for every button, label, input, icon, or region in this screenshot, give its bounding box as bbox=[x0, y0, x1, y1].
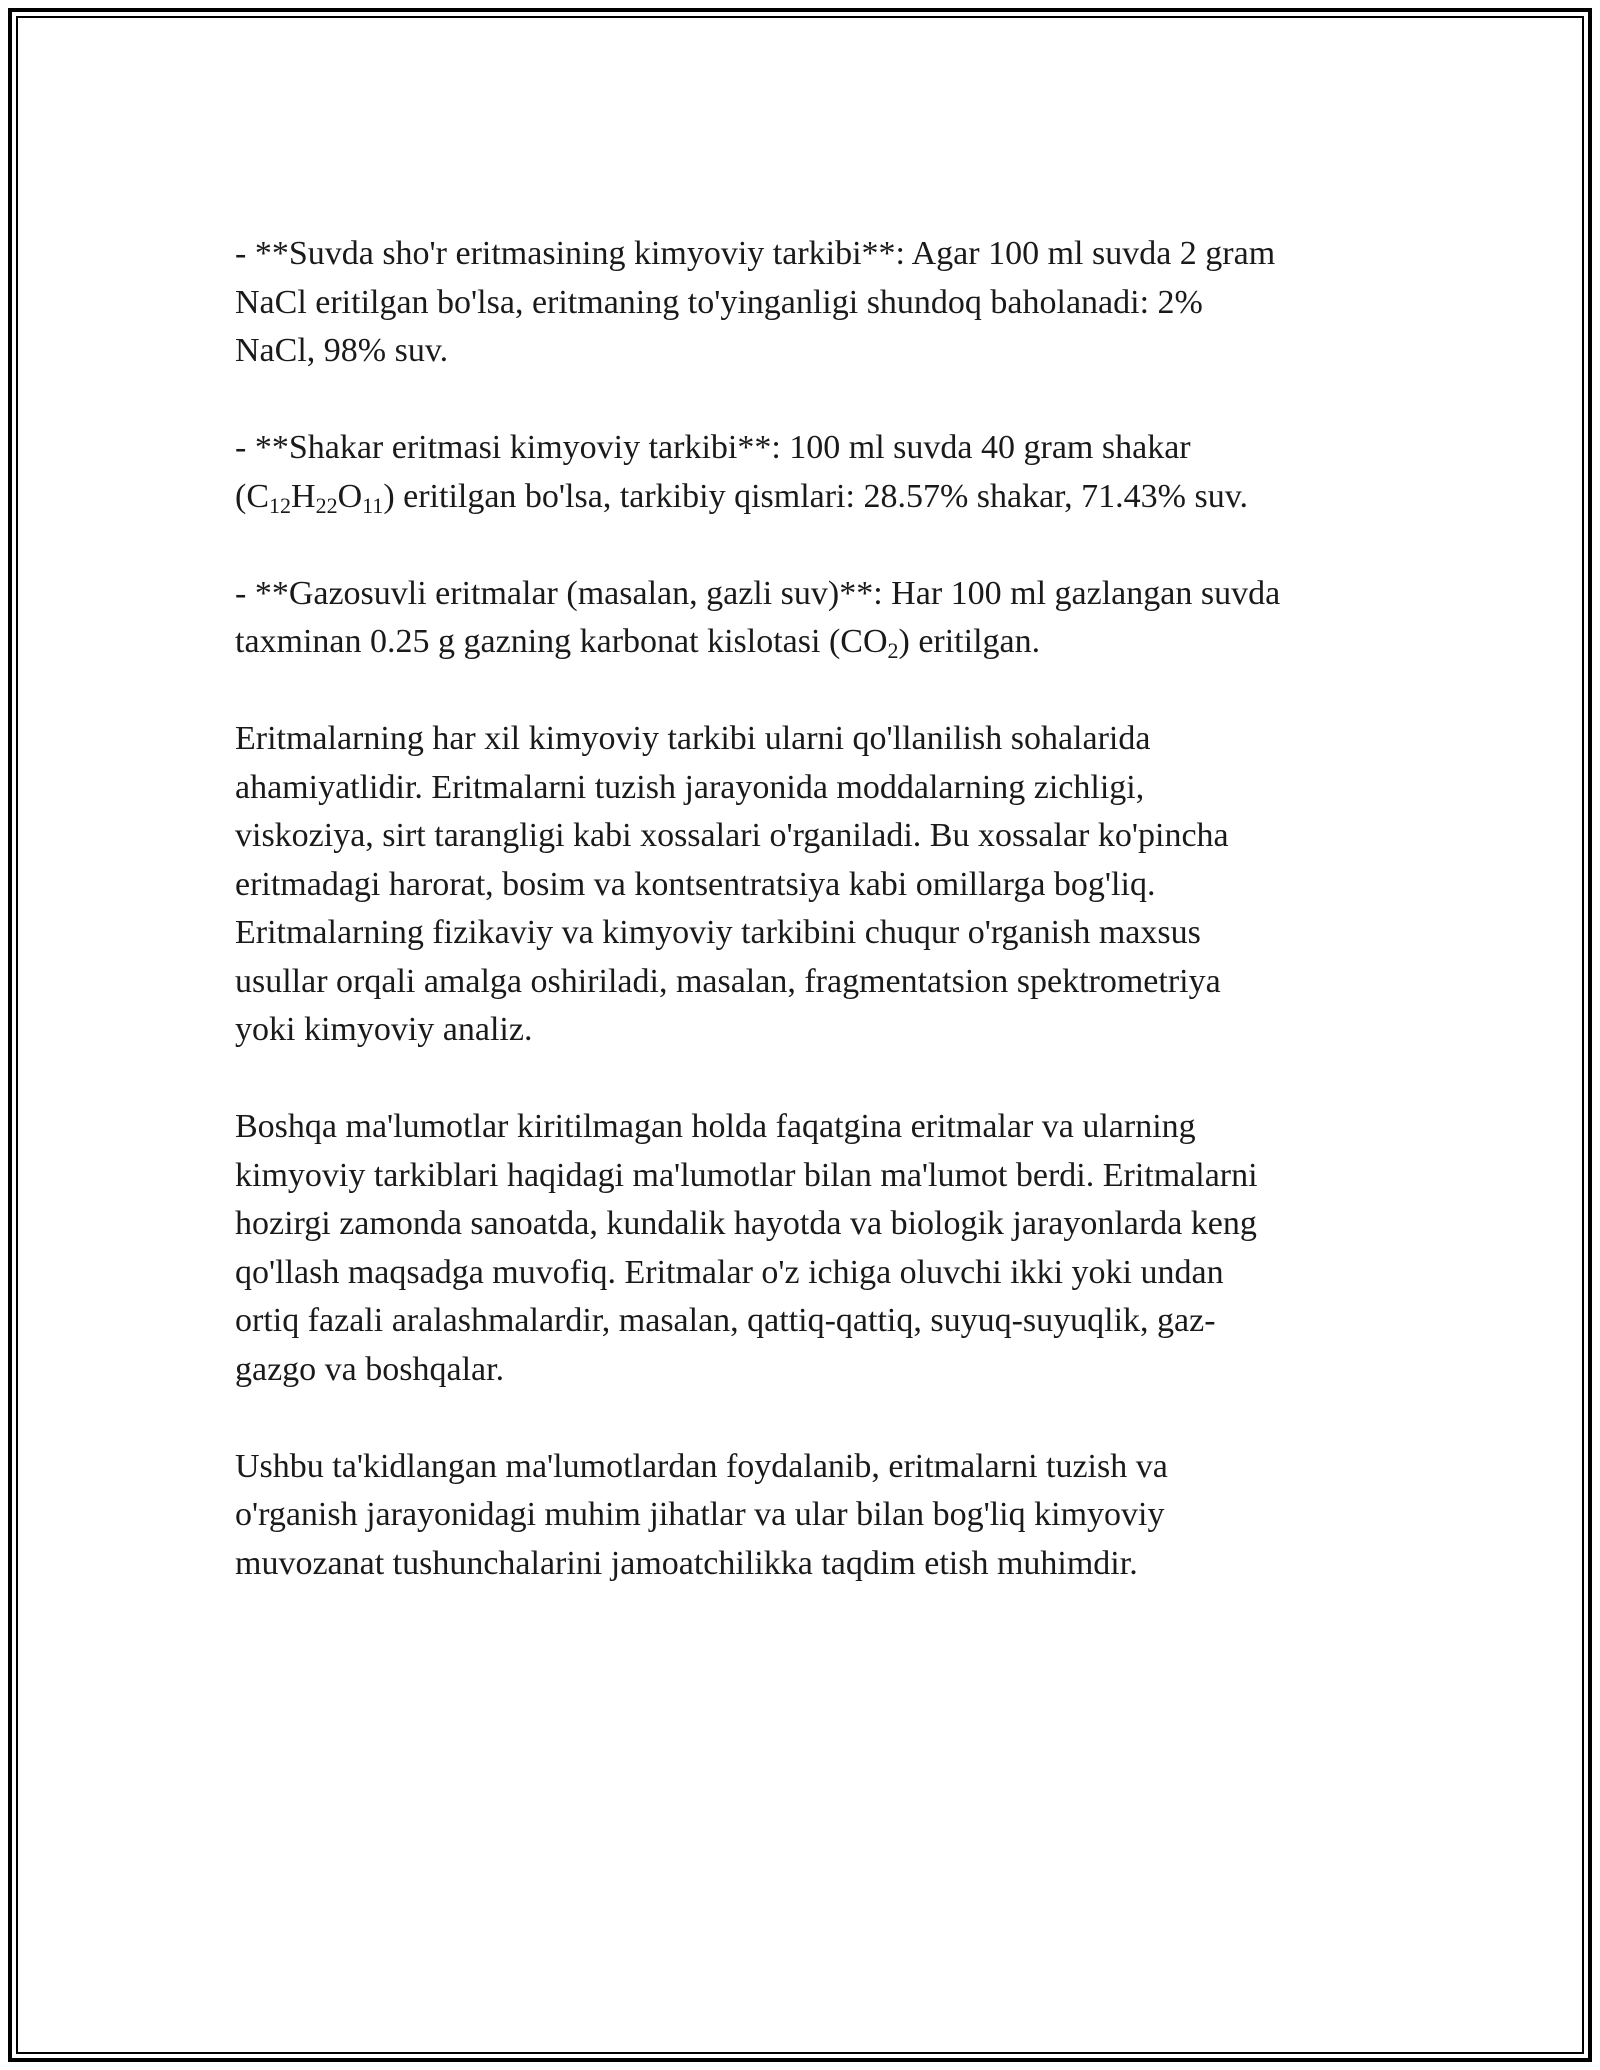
sugar-sub-h: 22 bbox=[315, 492, 338, 518]
sugar-sub-o: 11 bbox=[362, 492, 384, 518]
paragraph-conclusion: Ushbu ta'kidlangan ma'lumotlardan foydalanib, eritmalarni tuzish va o'rganish jarayonidagi muhim jihatlar va ular bilan bog'liq kimyoviy muvozanat tushunchalarini jamoatchilikka taqdim etish muhimdir. bbox=[235, 1447, 1168, 1582]
gas-line-2-start: taxminan 0.25 g gazning karbonat kislotasi (CO bbox=[235, 623, 888, 660]
sugar-formula-o: O bbox=[337, 477, 363, 515]
gas-line-1: - **Gazosuvli eritmalar (masalan, gazli suv)**: Har 100 ml gazlangan suvda bbox=[235, 574, 1281, 612]
paragraph-solution-properties: Eritmalarning har xil kimyoviy tarkibi ularni qo'llanilish sohalarida ahamiyatlidir. Eritmalarni tuzish jarayonida moddalarning zichligi, viskoziya, sirt tarangligi kabi xossalari o'rganiladi. Bu xossalar ko'pincha eritmadagi harorat, bosim va kontsentratsiya kabi omillarga bog'liq. Eritmalarning fizikaviy va kimyoviy tarkibini chuqur o'rganish maxsus usullar orqali amalga oshiriladi, masalan, fragmentatsion spektrometriya yoki kimyoviy analiz. bbox=[235, 720, 1229, 1048]
paragraph-solution-applications: Boshqa ma'lumotlar kiritilmagan holda faqatgina eritmalar va ularning kimyoviy tarkiblari haqidagi ma'lumotlar bilan ma'lumot berdi. Eritmalarni hozirgi zamonda sanoatda, kundalik hayotda va biologik jarayonlarda keng qo'llash maqsadga muvofiq. Eritmalar o'z ichiga oluvchi ikki yoki undan ortiq fazali aralashmalardir, masalan, qattiq-qattiq, suyuq-suyuqlik, gaz- gazgo va boshqalar. bbox=[235, 1108, 1258, 1388]
bullet-gas-solution bbox=[235, 570, 1375, 667]
document-body bbox=[235, 230, 1375, 1637]
bullet-sugar-solution bbox=[235, 424, 1375, 521]
gas-sub-o: 2 bbox=[887, 638, 899, 663]
sugar-sub-c: 12 bbox=[269, 492, 291, 518]
sugar-formula-h: H bbox=[291, 477, 316, 515]
sugar-line-2-rest: ) eritilgan bo'lsa, tarkibiy qismlari: 28.57% shakar, 71.43% suv. bbox=[383, 477, 1248, 515]
gas-line-2-end: ) eritilgan. bbox=[898, 623, 1041, 660]
sugar-line-1: - **Shakar eritmasi kimyoviy tarkibi**: 100 ml suvda 40 gram shakar bbox=[235, 429, 1191, 466]
bullet-salt-solution: - **Suvda sho'r eritmasining kimyoviy tarkibi**: Agar 100 ml suvda 2 gram NaCl eritilgan bo'lsa, eritmaning to'yinganligi shundoq baholanadi: 2% NaCl, 98% suv. bbox=[235, 235, 1276, 369]
sugar-formula-open: (C bbox=[235, 477, 269, 515]
